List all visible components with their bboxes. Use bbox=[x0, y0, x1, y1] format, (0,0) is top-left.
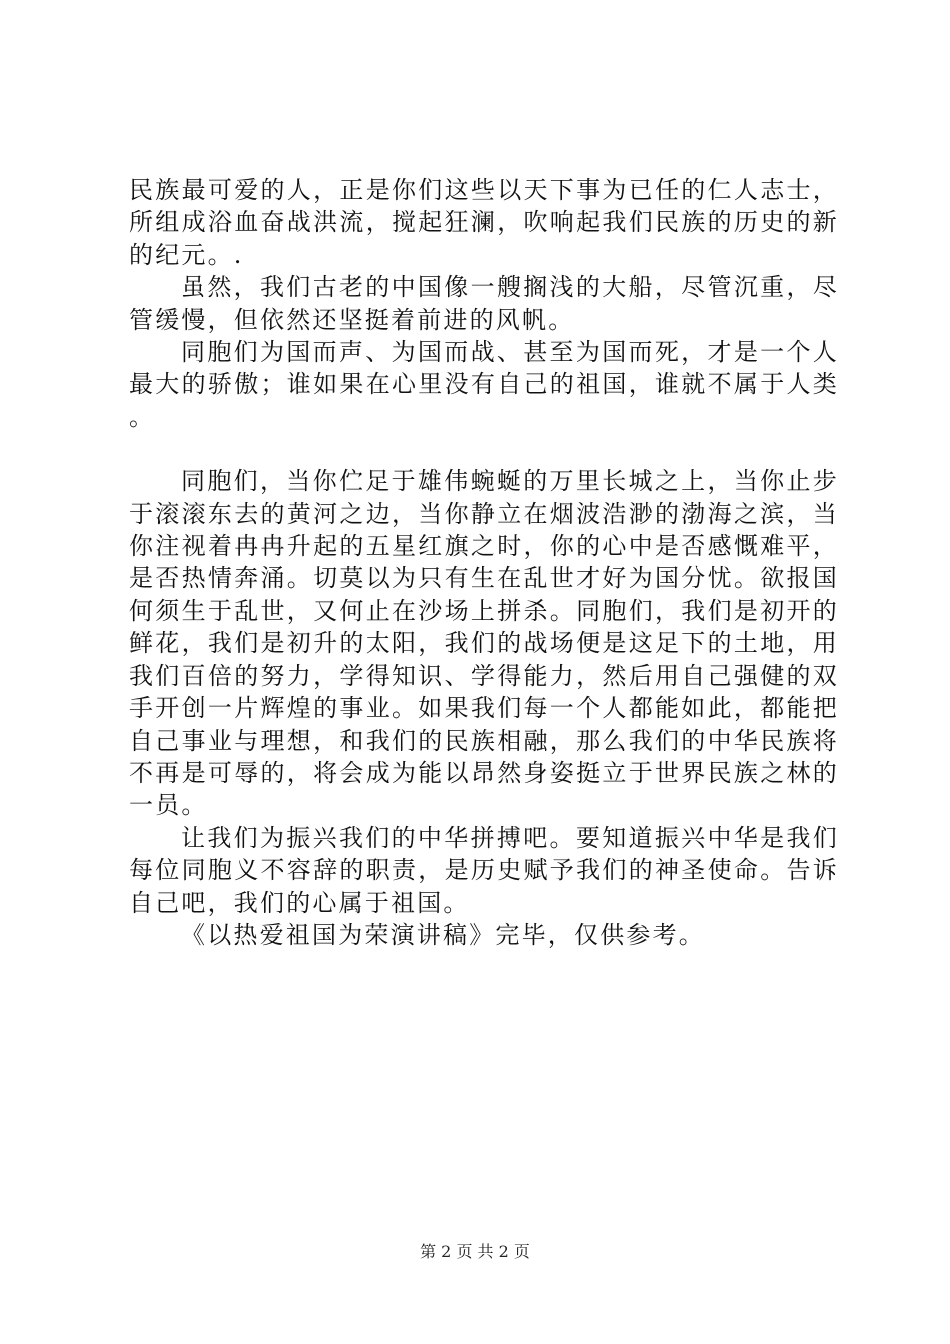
page-number-label: 第 2 页 共 2 页 bbox=[420, 1242, 530, 1261]
paragraph-pride: 同胞们为国而声、为国而战、甚至为国而死，才是一个人最大的骄傲；谁如果在心里没有自己的祖国，谁就不属于人类。 bbox=[129, 338, 839, 431]
paragraph-ship: 虽然，我们古老的中国像一艘搁浅的大船，尽管沉重，尽管缓慢，但依然还坚挺着前进的风帆。 bbox=[129, 273, 839, 334]
paragraph-rejuvenation: 让我们为振兴我们的中华拼搏吧。要知道振兴中华是我们每位同胞义不容辞的职责，是历史赋予我们的神圣使命。告诉自己吧，我们的心属于祖国。 bbox=[129, 823, 839, 917]
paragraph-closing: 《以热爱祖国为荣演讲稿》完毕，仅供参考。 bbox=[181, 920, 705, 949]
page-footer bbox=[0, 1242, 950, 1262]
paragraph-compatriots: 同胞们，当你伫足于雄伟蜿蜒的万里长城之上，当你止步于滚滚东去的黄河之边，当你静立在烟波浩渺的渤海之滨，当你注视着冉冉升起的五星红旗之时，你的心中是否感慨难平，是否热情奔涌。切莫以为只有生在乱世才好为国分忧。欲报国何须生于乱世，又何止在沙场上拼杀。同胞们，我们是初开的鲜花，我们是初升的太阳，我们的战场便是这足下的土地，用我们百倍的努力，学得知识、学得能力，然后用自己强健的双手开创一片辉煌的事业。如果我们每一个人都能如此，都能把自己事业与理想，和我们的民族相融，那么我们的中华民族将不再是可辱的，将会成为能以昂然身姿挺立于世界民族之林的一员。 bbox=[129, 467, 839, 820]
paragraph-continuation: 民族最可爱的人，正是你们这些以天下事为已任的仁人志士，所组成浴血奋战洪流，搅起狂澜，吹响起我们民族的历史的新的纪元。. bbox=[129, 176, 839, 269]
document-body bbox=[129, 174, 839, 951]
